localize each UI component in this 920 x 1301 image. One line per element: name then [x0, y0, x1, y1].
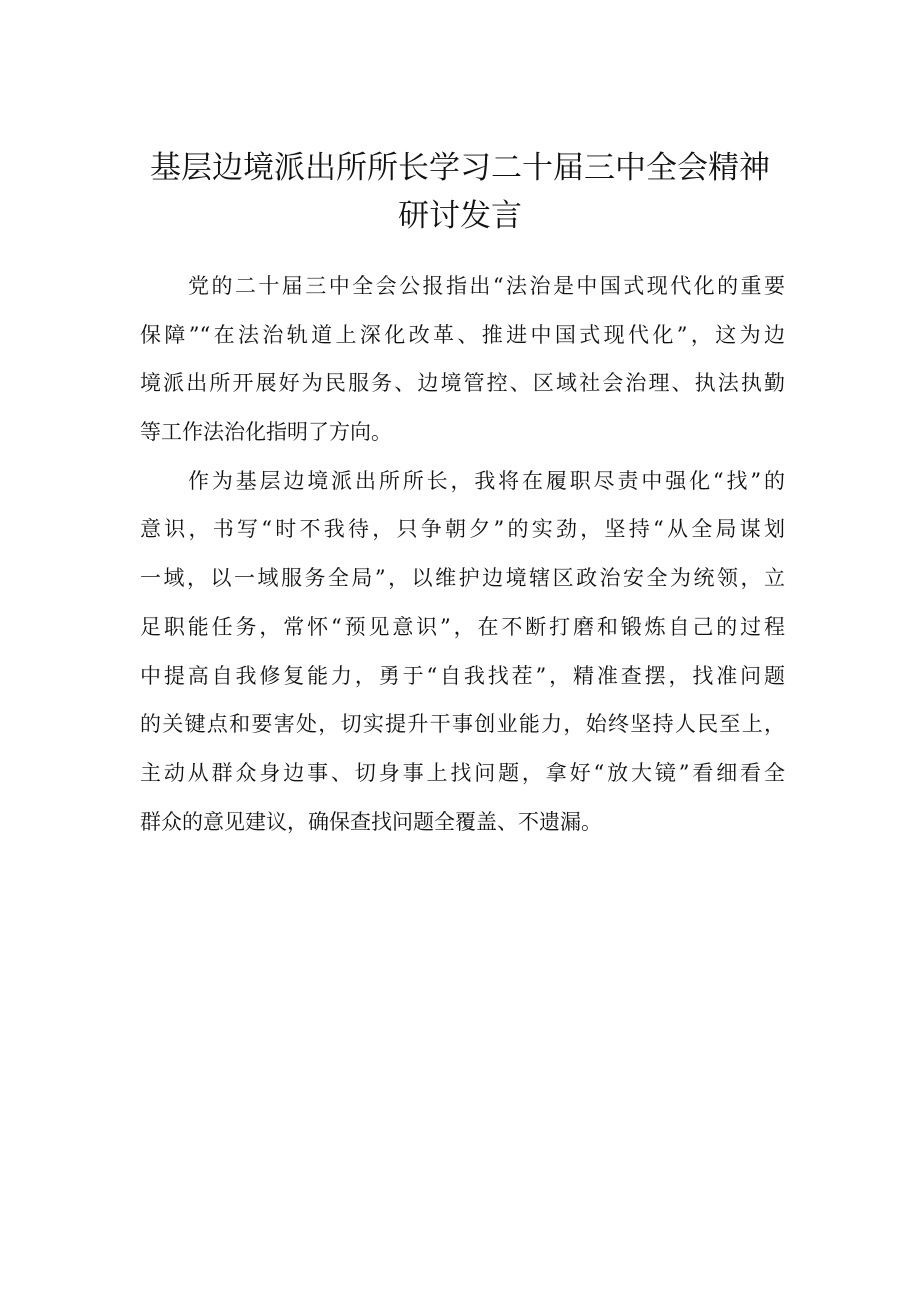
title-line-2: 研讨发言 [398, 198, 522, 234]
title-line-1: 基层边境派出所所长学习二十届三中全会精神 [150, 150, 770, 186]
paragraph-line: 作为基层边境派出所所长，我将在履职尽责中强化“找”的 [188, 468, 785, 493]
paragraph-line: 的关键点和要害处，切实提升干事创业能力，始终坚持人民至上， [140, 712, 785, 737]
paragraph-line: 保障”“在法治轨道上深化改革、推进中国式现代化”，这为边 [140, 322, 785, 347]
paragraph-line: 党的二十届三中全会公报指出“法治是中国式现代化的重要 [188, 274, 785, 298]
paragraph-2 [140, 457, 785, 847]
paragraph-line: 境派出所开展好为民服务、边境管控、区域社会治理、执法执勤 [140, 371, 785, 396]
paragraph-line: 等工作法治化指明了方向。 [140, 420, 392, 445]
document-title [120, 144, 800, 240]
paragraph-line: 足职能任务，常怀“预见意识”，在不断打磨和锻炼自己的过程 [140, 614, 785, 639]
paragraph-1 [140, 262, 785, 457]
paragraph-line: 意识，书写“时不我待，只争朝夕”的实劲，坚持“从全局谋划 [140, 517, 785, 542]
paragraph-line: 群众的意见建议，确保查找问题全覆盖、不遗漏。 [140, 809, 602, 834]
paragraph-line: 中提高自我修复能力，勇于“自我找茬”，精准查摆，找准问题 [140, 663, 785, 688]
paragraph-line: 主动从群众身边事、切身事上找问题，拿好“放大镜”看细看全 [140, 760, 785, 785]
paragraph-line: 一域，以一域服务全局”，以维护边境辖区政治安全为统领，立 [140, 566, 785, 591]
document-body [140, 262, 785, 846]
